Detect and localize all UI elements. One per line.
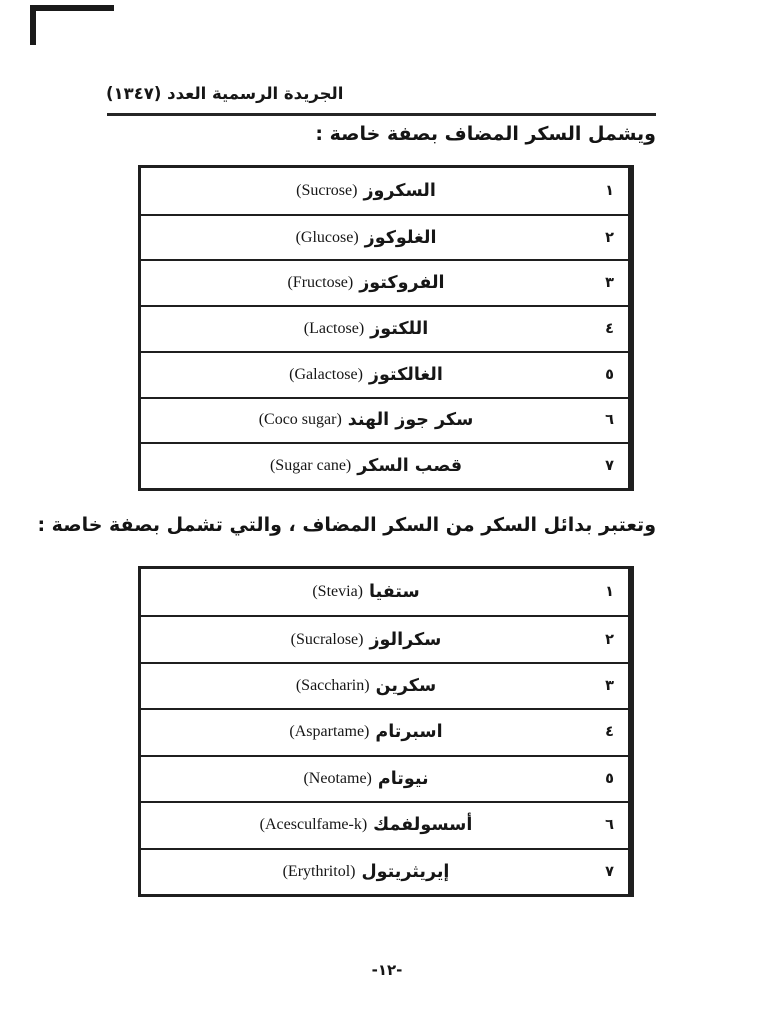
arabic-name: إيريثريتول (361, 861, 450, 882)
row-number-cell: ١ (591, 569, 631, 615)
english-name: (Galactose) (289, 365, 363, 383)
english-name: (Fructose) (287, 274, 354, 292)
row-number-cell: ٣ (591, 664, 631, 708)
row-number-cell: ٣ (591, 261, 631, 305)
section-heading-sugar-substitutes: وتعتبر بدائل السكر من السكر المضاف ، والتي تشمل بصفة خاصة : (37, 514, 656, 536)
row-number-cell: ٢ (591, 617, 631, 661)
english-name: (Sucralose) (290, 630, 364, 648)
sugar-name-cell (141, 664, 591, 708)
arabic-name: سكر جوز الهند (347, 410, 474, 431)
english-name: (Stevia) (312, 583, 363, 601)
row-number-cell: ٧ (591, 444, 631, 488)
row-number-cell: ٢ (591, 216, 631, 260)
english-name: (Coco sugar) (258, 411, 342, 429)
arabic-name: اسبرتام (375, 722, 443, 743)
row-number-cell: ٤ (591, 307, 631, 351)
sugar-name-cell (141, 757, 591, 801)
table-row (141, 615, 631, 661)
table-row (141, 569, 631, 615)
row-number-cell: ١ (591, 168, 631, 214)
english-name: (Sugar cane) (269, 457, 352, 475)
arabic-name: ستفيا (369, 582, 420, 603)
english-name: (Neotame) (303, 769, 372, 787)
row-number-cell: ٥ (591, 353, 631, 397)
table-row (141, 442, 631, 488)
table-row (141, 214, 631, 260)
arabic-name: الغالكتوز (368, 364, 443, 385)
table-row (141, 259, 631, 305)
sugar-name-cell (141, 710, 591, 754)
table-row (141, 801, 631, 847)
english-name: (Lactose) (303, 319, 365, 337)
arabic-name: سكرين (375, 676, 437, 697)
arabic-name: سكرالوز (369, 629, 442, 650)
sugar-name-cell (141, 444, 591, 488)
arabic-name: نيوتام (377, 768, 429, 789)
table-row (141, 708, 631, 754)
table-row (141, 662, 631, 708)
gazette-header-title: الجريدة الرسمية العدد (١٣٤٧) (106, 84, 344, 103)
english-name: (Saccharin) (295, 677, 370, 695)
table-row (141, 397, 631, 443)
english-name: (Erythritol) (282, 862, 356, 880)
table-row (141, 305, 631, 351)
arabic-name: الفروكتوز (359, 273, 445, 294)
english-name: (Acesculfame-k) (259, 816, 368, 834)
row-number-cell: ٦ (591, 399, 631, 443)
page-number: -١٢- (371, 961, 403, 979)
sugar-name-cell (141, 850, 591, 894)
sugar-name-cell (141, 353, 591, 397)
sugar-name-cell (141, 168, 591, 214)
arabic-name: السكروز (363, 180, 436, 201)
row-number-cell: ٤ (591, 710, 631, 754)
row-number-cell: ٧ (591, 850, 631, 894)
sugar-name-cell (141, 569, 591, 615)
arabic-name: الغلوكوز (364, 227, 437, 248)
sugar-name-cell (141, 617, 591, 661)
table-row (141, 848, 631, 894)
header-rule (107, 113, 656, 116)
sugar-name-cell (141, 307, 591, 351)
sugar-substitutes-table (138, 566, 634, 897)
sugar-name-cell (141, 261, 591, 305)
row-number-cell: ٦ (591, 803, 631, 847)
english-name: (Aspartame) (289, 723, 370, 741)
table-row (141, 755, 631, 801)
section-heading-added-sugars: ويشمل السكر المضاف بصفة خاصة : (315, 123, 656, 145)
table-row (141, 351, 631, 397)
added-sugars-table (138, 165, 634, 491)
sugar-name-cell (141, 399, 591, 443)
arabic-name: أسسولفمك (373, 815, 473, 836)
arabic-name: قصب السكر (357, 456, 463, 477)
arabic-name: اللكتوز (370, 318, 429, 339)
table-row (141, 168, 631, 214)
english-name: (Sucrose) (296, 181, 358, 199)
sugar-name-cell (141, 216, 591, 260)
page-corner-mark (30, 5, 114, 45)
row-number-cell: ٥ (591, 757, 631, 801)
sugar-name-cell (141, 803, 591, 847)
english-name: (Glucose) (295, 228, 359, 246)
